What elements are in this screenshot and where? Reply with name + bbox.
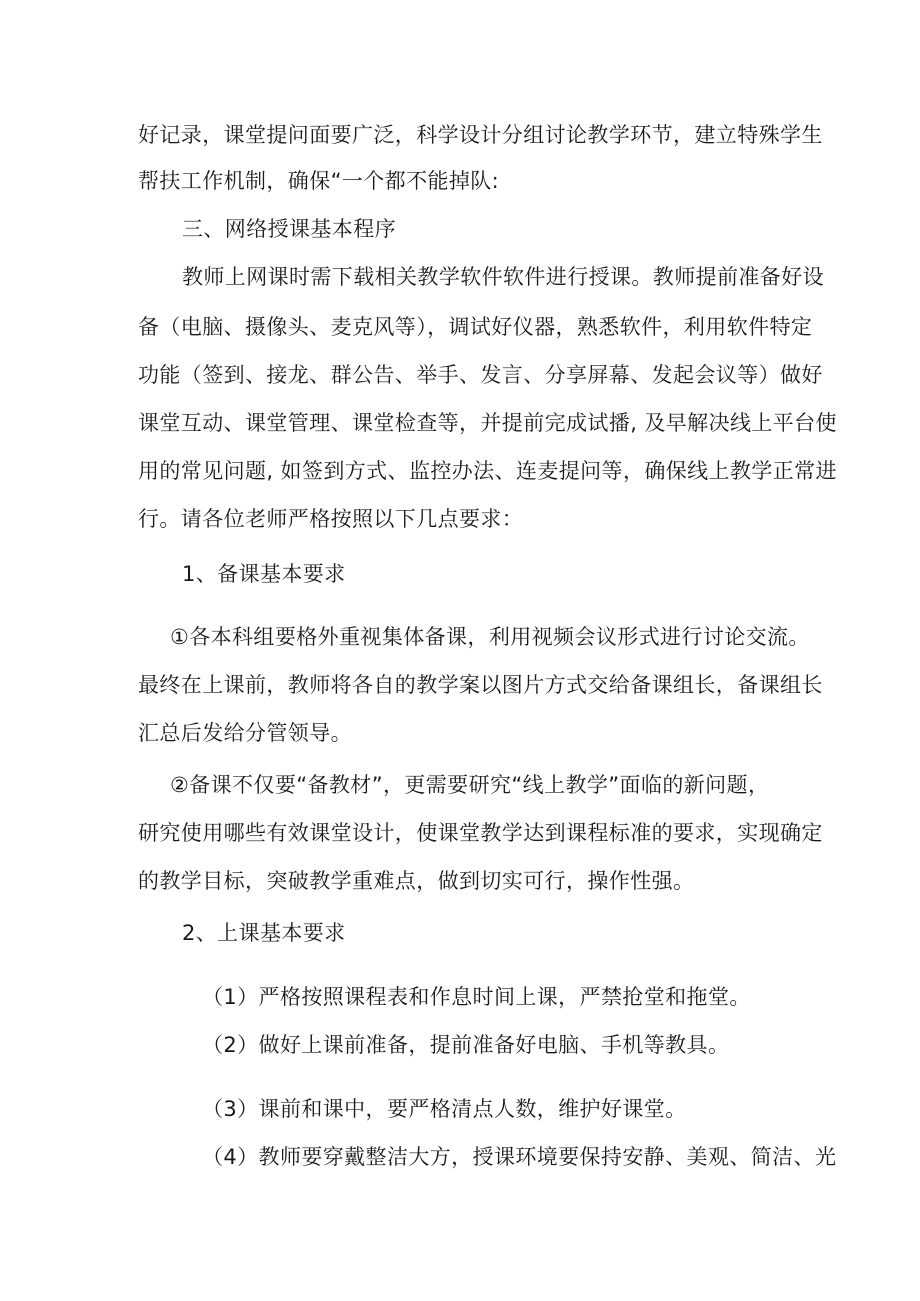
paragraph-line: ②备课不仅要“备教材”，更需要研究“线上教学”面临的新问题，	[170, 773, 770, 797]
paragraph-line: 教师上网课时需下载相关教学软件软件进行授课。教师提前准备好设	[182, 265, 824, 289]
paragraph-line: 最终在上课前，教师将各自的教学案以图片方式交给备课组长，备课组长	[138, 673, 823, 697]
section-heading: 三、网络授课基本程序	[182, 217, 396, 241]
paragraph-line: ①各本科组要格外重视集体备课，利用视频会议形式进行讨论交流。	[170, 625, 810, 649]
paragraph-line: 课堂互动、课堂管理、课堂检查等，并提前完成试播, 及早解决线上平台使	[138, 411, 837, 435]
list-item: （4）教师要穿戴整洁大方，授课环境要保持安静、美观、简洁、光	[202, 1145, 837, 1169]
subsection-heading: 2、上课基本要求	[182, 921, 346, 945]
subsection-heading: 1、备课基本要求	[182, 562, 346, 586]
paragraph-line: 的教学目标，突破教学重难点，做到切实可行，操作性强。	[138, 869, 695, 893]
paragraph-line: 备（电脑、摄像头、麦克风等），调试好仪器，熟悉软件，利用软件特定	[138, 315, 813, 339]
paragraph-line: 功能（签到、接龙、群公告、举手、发言、分享屏幕、发起会议等）做好	[138, 363, 823, 387]
paragraph-line: 研究使用哪些有效课堂设计，使课堂教学达到课程标准的要求，实现确定	[138, 821, 823, 845]
list-item: （2）做好上课前准备，提前准备好电脑、手机等教具。	[202, 1033, 730, 1057]
list-item: （1）严格按照课程表和作息时间上课，严禁抢堂和拖堂。	[202, 985, 751, 1009]
paragraph-line: 用的常见问题, 如签到方式、监控办法、连麦提问等，确保线上教学正常进	[138, 459, 837, 483]
paragraph-line: 汇总后发给分管领导。	[138, 721, 352, 745]
paragraph-line: 帮扶工作机制，确保“一个都不能掉队:	[138, 169, 500, 193]
paragraph-line: 行。请各位老师严格按照以下几点要求：	[138, 507, 524, 531]
paragraph-line: 好记录，课堂提问面要广泛，科学设计分组讨论教学环节，建立特殊学生	[138, 123, 823, 147]
list-item: （3）课前和课中，要严格清点人数，维护好课堂。	[202, 1097, 687, 1121]
